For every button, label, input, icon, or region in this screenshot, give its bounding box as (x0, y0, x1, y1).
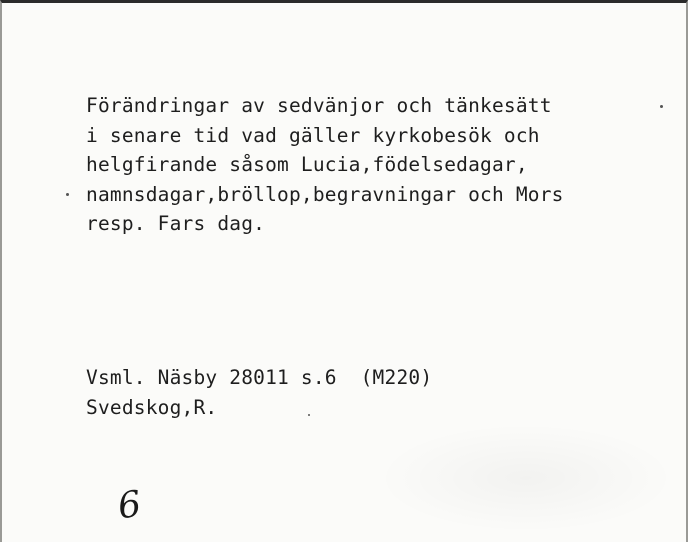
speck-mark (660, 105, 663, 108)
paragraph-line: Förändringar av sedvänjor och tänkesätt (86, 94, 552, 117)
paragraph-line: namnsdagar,bröllop,begravningar och Mors (86, 182, 564, 206)
speck-mark (66, 193, 69, 196)
reference-line: Vsml. Näsby 28011 s.6 (M220) (86, 366, 433, 389)
paragraph-line: i senare tid vad gäller kyrkobesök och (86, 123, 540, 147)
topic-paragraph (86, 91, 564, 239)
paragraph-line: helgfirande såsom Lucia,födelsedagar, (86, 153, 528, 176)
paper-bleed-through (376, 423, 676, 533)
reference-block (86, 363, 432, 422)
handwritten-page-number: 6 (115, 483, 144, 528)
speck-mark (308, 414, 310, 416)
paragraph-line: resp. Fars dag. (86, 212, 266, 235)
reference-line: Svedskog,R. (86, 395, 218, 419)
